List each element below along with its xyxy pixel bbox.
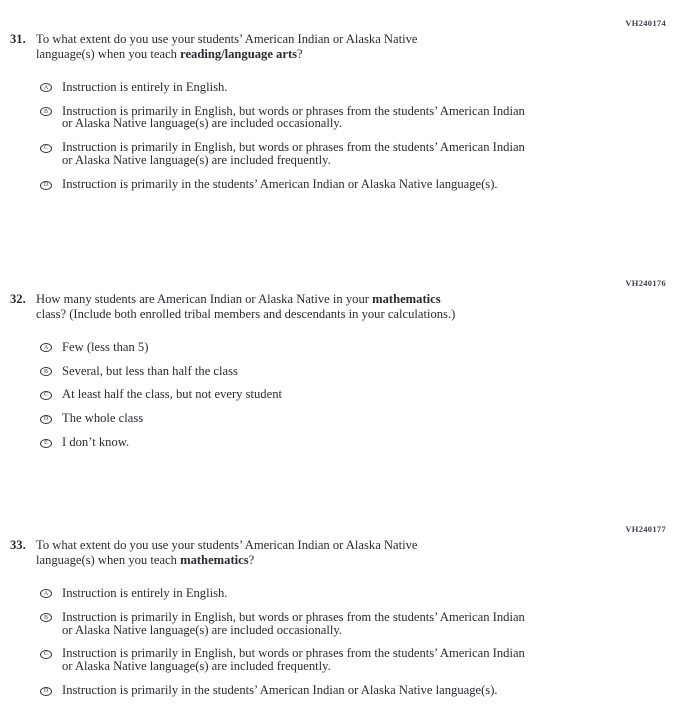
- question-row: [0, 538, 676, 568]
- prompt-line: [36, 307, 455, 322]
- accession-code: VH240177: [625, 524, 666, 535]
- prompt-text: To what extent do you use your students’ American Indian or Alaska Native: [36, 538, 418, 553]
- answer-option-label: [62, 611, 525, 637]
- answer-bubble-letter: C: [43, 392, 48, 399]
- answer-bubble-icon[interactable]: [40, 181, 52, 190]
- answer-option-label: [62, 587, 227, 600]
- prompt-line: [36, 32, 418, 47]
- answer-option-label: [62, 412, 143, 425]
- prompt-text: language(s) when you teach: [36, 46, 181, 61]
- option-line: The whole class: [62, 411, 144, 426]
- question-number: 33.: [10, 538, 26, 553]
- option-line: or Alaska Native language(s) are included occasionally.: [62, 622, 342, 637]
- option-line: Instruction is primarily in English, but words or phrases from the students’ American Indian: [62, 103, 525, 118]
- option-line: Instruction is primarily in the students’ American Indian or Alaska Native language(s).: [62, 683, 498, 698]
- prompt-emphasis-text: reading/language arts: [180, 46, 298, 61]
- option-line: or Alaska Native language(s) are included frequently.: [62, 659, 331, 674]
- answer-option-d[interactable]: [40, 684, 676, 697]
- prompt-text: To what extent do you use your students’ American Indian or Alaska Native: [36, 32, 418, 46]
- answer-option-label: [62, 341, 148, 354]
- answer-bubble-icon[interactable]: [40, 343, 52, 352]
- answer-bubble-letter: D: [43, 182, 49, 189]
- option-line: Instruction is primarily in the students’ American Indian or Alaska Native language(s).: [62, 177, 498, 192]
- option-line: Instruction is primarily in English, but words or phrases from the students’ American Indian: [62, 609, 525, 624]
- answer-option-d[interactable]: [40, 412, 676, 425]
- answer-option-b[interactable]: [40, 105, 676, 131]
- answer-bubble-icon[interactable]: [40, 589, 52, 598]
- answer-bubble-letter: A: [43, 84, 49, 91]
- answer-option-label: [62, 436, 129, 449]
- answer-bubble-icon[interactable]: [40, 439, 52, 448]
- answer-bubble-letter: A: [43, 590, 49, 597]
- answer-bubble-icon[interactable]: [40, 650, 52, 659]
- question-32: [0, 273, 676, 449]
- prompt-text: language(s) when you teach: [36, 552, 181, 567]
- prompt-line: [36, 47, 418, 62]
- answer-option-label: [62, 684, 498, 697]
- answer-option-label: [62, 365, 238, 378]
- answer-bubble-icon[interactable]: [40, 144, 52, 153]
- option-line: Several, but less than half the class: [62, 363, 238, 378]
- answer-option-label: [62, 105, 525, 131]
- question-row: [0, 292, 676, 322]
- answer-option-a[interactable]: [40, 341, 676, 354]
- option-line: Instruction is primarily in English, but words or phrases from the students’ American Indian: [62, 646, 525, 661]
- answer-bubble-icon[interactable]: [40, 83, 52, 92]
- answer-bubble-icon[interactable]: [40, 415, 52, 424]
- accession-code-row: [0, 519, 676, 535]
- prompt-line: [36, 538, 418, 553]
- option-line: or Alaska Native language(s) are included occasionally.: [62, 116, 342, 131]
- answer-bubble-icon[interactable]: [40, 391, 52, 400]
- question-number: 32.: [10, 292, 26, 307]
- answer-option-a[interactable]: [40, 587, 676, 600]
- answer-option-c[interactable]: [40, 647, 676, 673]
- prompt-emphasis-text: mathematics: [180, 552, 249, 567]
- questions-list: [0, 13, 676, 697]
- option-line: or Alaska Native language(s) are included frequently.: [62, 153, 331, 168]
- answer-option-label: [62, 647, 525, 673]
- accession-code: VH240174: [625, 18, 666, 28]
- answer-option-e[interactable]: [40, 436, 676, 449]
- question-31: [0, 13, 676, 191]
- options-list: [40, 81, 676, 191]
- option-line: At least half the class, but not every student: [62, 387, 282, 402]
- answer-bubble-icon[interactable]: [40, 687, 52, 696]
- accession-code: VH240176: [625, 278, 666, 289]
- option-line: Instruction is entirely in English.: [62, 79, 228, 94]
- answer-bubble-letter: B: [43, 614, 48, 621]
- option-line: I don’t know.: [62, 435, 130, 450]
- prompt-text: ?: [248, 552, 255, 567]
- question-prompt: [36, 538, 418, 568]
- prompt-line: [36, 553, 418, 568]
- answer-option-d[interactable]: [40, 178, 676, 191]
- answer-option-b[interactable]: [40, 611, 676, 637]
- question-prompt: [36, 32, 418, 62]
- answer-bubble-icon[interactable]: [40, 613, 52, 622]
- options-list: [40, 341, 676, 450]
- answer-option-label: [62, 141, 525, 167]
- prompt-text: class? (Include both enrolled tribal members and descendants in your calculations.): [36, 306, 456, 321]
- answer-option-label: [62, 178, 498, 191]
- answer-bubble-letter: C: [43, 145, 48, 152]
- answer-bubble-letter: D: [43, 416, 49, 423]
- answer-bubble-icon[interactable]: [40, 367, 52, 376]
- answer-bubble-letter: A: [43, 344, 49, 351]
- prompt-text: How many students are American Indian or Alaska Native in your: [36, 292, 373, 307]
- options-list: [40, 587, 676, 697]
- answer-bubble-letter: E: [44, 440, 48, 447]
- prompt-text: ?: [297, 46, 303, 61]
- answer-bubble-letter: B: [43, 368, 48, 375]
- answer-bubble-letter: C: [43, 651, 48, 658]
- answer-option-label: [62, 388, 282, 401]
- answer-option-b[interactable]: [40, 365, 676, 378]
- question-prompt: [36, 292, 455, 322]
- option-line: Instruction is primarily in English, but words or phrases from the students’ American Indian: [62, 140, 525, 155]
- question-number: 31.: [10, 32, 26, 46]
- question-row: [0, 32, 676, 62]
- answer-bubble-letter: B: [43, 108, 48, 115]
- answer-bubble-letter: D: [43, 688, 49, 695]
- answer-bubble-icon[interactable]: [40, 107, 52, 116]
- accession-code-row: [0, 273, 676, 289]
- answer-option-c[interactable]: [40, 388, 676, 401]
- prompt-emphasis-text: mathematics: [372, 292, 441, 307]
- option-line: Few (less than 5): [62, 339, 149, 354]
- accession-code-row: [0, 13, 676, 28]
- answer-option-a[interactable]: [40, 81, 676, 94]
- question-33: [0, 519, 676, 697]
- answer-option-label: [62, 81, 227, 94]
- option-line: Instruction is entirely in English.: [62, 585, 228, 600]
- answer-option-c[interactable]: [40, 141, 676, 167]
- prompt-line: [36, 292, 455, 307]
